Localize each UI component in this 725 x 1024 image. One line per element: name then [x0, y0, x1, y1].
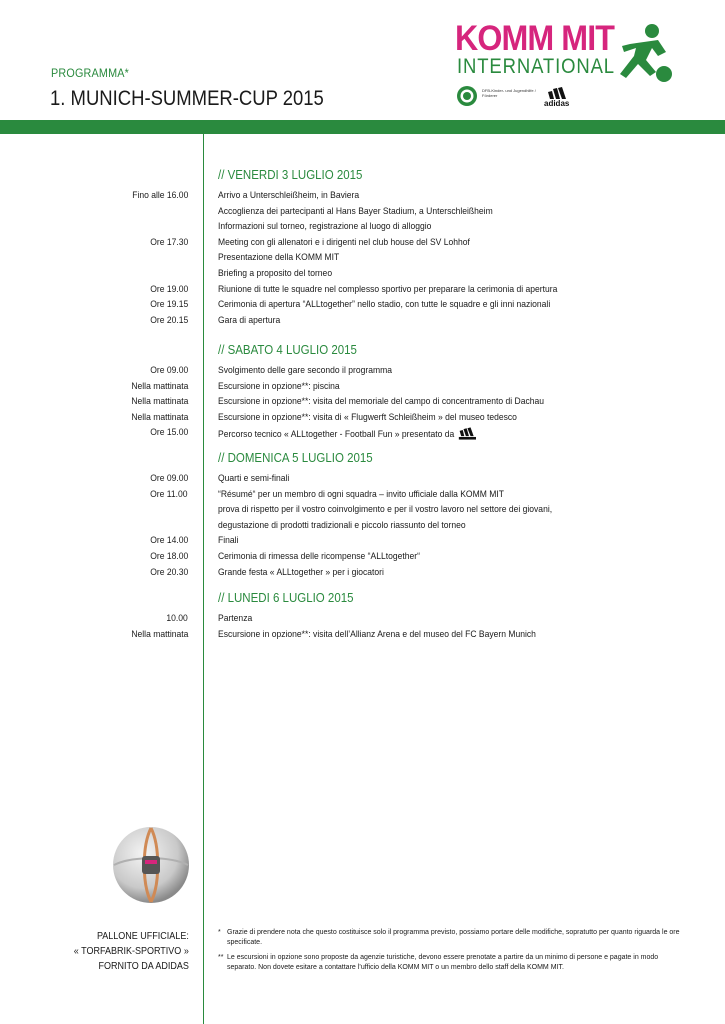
schedule-time: Ore 18.00	[149, 551, 188, 562]
schedule-time: Nella mattinata	[130, 411, 188, 423]
schedule-description	[218, 365, 392, 376]
schedule-row	[0, 365, 725, 380]
schedule-row	[0, 221, 725, 236]
schedule-description	[218, 190, 359, 201]
schedule-time: Ore 11.00	[150, 488, 188, 500]
ball-caption	[74, 929, 189, 974]
footnote-1	[218, 928, 688, 948]
schedule-description-text: Meeting con gli allenatori e i dirigenti nel club house del SV Lohhof	[218, 236, 470, 248]
schedule-time: Nella mattinata	[130, 380, 188, 392]
schedule-time: Ore 20.15	[149, 314, 188, 326]
schedule-description-text: Escursione in opzione**: visita del memoriale del campo di concentramento di Dachau	[218, 396, 545, 408]
schedule-description-text: Informazioni sul torneo, registrazione al luogo di alloggio	[218, 221, 432, 233]
schedule-description	[218, 427, 480, 440]
adidas-logo-icon	[457, 427, 480, 440]
footnote-2	[218, 953, 688, 973]
program-label: PROGRAMMA*	[51, 66, 130, 80]
schedule-description-text: prova di rispetto per il vostro coinvolgimento e per il vostro lavoro nel settore dei giovani,	[218, 504, 553, 516]
schedule-row	[0, 396, 725, 411]
soccer-player-icon	[612, 22, 674, 86]
schedule-row	[0, 489, 725, 504]
schedule-row	[0, 237, 725, 252]
international-logo-text: INTERNATIONAL	[457, 55, 615, 78]
header-band	[0, 120, 725, 134]
schedule-time: Ore 20.30	[149, 566, 188, 578]
schedule-row	[0, 567, 725, 582]
schedule-description	[218, 613, 252, 624]
schedule-row	[0, 629, 725, 644]
schedule-row	[0, 315, 725, 330]
schedule-description	[218, 206, 493, 217]
schedule-description-text: Grande festa « ALLtogether » per i giocatori	[218, 566, 384, 578]
schedule-row	[0, 520, 725, 535]
footnote-mark: *	[218, 929, 221, 936]
schedule-time: Ore 17.30	[149, 236, 188, 248]
official-ball-image	[112, 826, 190, 904]
schedule-description-text: Quarti e semi-finali	[218, 473, 290, 484]
schedule-row	[0, 299, 725, 314]
schedule-time: Ore 14.00	[149, 535, 188, 547]
adidas-logo-icon	[544, 87, 574, 99]
day-heading: // DOMENICA 5 LUGLIO 2015	[218, 451, 373, 465]
schedule-description-text: Cerimonia di apertura “ALLtogether” nello stadio, con tutte le squadre e gli inni nazionali	[218, 299, 551, 311]
schedule-description-text: Briefing a proposito del torneo	[218, 268, 333, 279]
schedule-description-text: Presentazione della KOMM MIT	[218, 252, 340, 264]
schedule-row	[0, 206, 725, 221]
day-heading: // LUNEDI 6 LUGLIO 2015	[218, 591, 354, 605]
ball-caption-line: FORNITO DA ADIDAS	[98, 961, 189, 972]
schedule-row	[0, 473, 725, 488]
schedule-description-text: Percorso tecnico « ALLtogether - Football Fun » presentato da	[218, 429, 455, 441]
schedule-time: Ore 09.00	[149, 473, 188, 484]
dfb-partner-text: DFB-Kinder- und Jugendhilfe / Förderer	[482, 88, 536, 98]
schedule-time: Ore 19.15	[149, 299, 188, 311]
schedule-time: Ore 15.00	[149, 427, 188, 439]
day-heading: // SABATO 4 LUGLIO 2015	[218, 343, 357, 357]
schedule-description	[218, 237, 470, 248]
schedule-time: 10.00	[166, 613, 188, 624]
schedule-description	[218, 551, 420, 562]
schedule-time: Nella mattinata	[130, 628, 188, 640]
schedule-description-text: Cerimonia di rimessa delle ricompense “ALLtogether“	[218, 551, 420, 562]
footnote-text: Le escursioni in opzione sono proposte da agenzie turistiche, devono essere prenotate a partire da un minimo di persone e pagate in modo separato. Non dovete esitare a contattare l’ufficio della KOMM MIT o un membro dello staff della KOMM MIT.	[227, 954, 659, 971]
schedule-description	[218, 520, 466, 531]
schedule-description-text: Escursione in opzione**: piscina	[218, 380, 340, 392]
ball-caption-line: « TORFABRIK-SPORTIVO »	[73, 946, 189, 957]
schedule-description	[218, 412, 517, 423]
schedule-description	[218, 268, 332, 279]
schedule-description-text: Riunione di tutte le squadre nel complesso sportivo per preparare la cerimonia di apertura	[218, 283, 558, 295]
schedule-description-text: degustazione di prodotti tradizionali e piccolo riassunto del torneo	[218, 519, 466, 531]
footnote-text: Grazie di prendere nota che questo costituisce solo il programma previsto, possiamo portare delle modifiche, sopratutto per quanto riguarda le ore specificate.	[227, 929, 680, 946]
dfb-emblem-icon	[456, 85, 478, 107]
schedule-row	[0, 613, 725, 628]
schedule-description-text: Arrivo a Unterschleißheim, in Baviera	[218, 190, 360, 201]
schedule-description	[218, 567, 384, 578]
schedule-description	[218, 315, 280, 326]
schedule-description-text: “Résumé“ per un membro di ogni squadra – invito ufficiale dalla KOMM MIT	[218, 488, 504, 500]
schedule-description	[218, 221, 431, 232]
ball-caption-line: PALLONE UFFICIALE:	[97, 931, 189, 942]
schedule-row	[0, 252, 725, 267]
schedule-row	[0, 535, 725, 550]
schedule-description-text: Escursione in opzione**: visita dell’Allianz Arena e del museo del FC Bayern Munich	[218, 628, 536, 640]
day-heading: // VENERDI 3 LUGLIO 2015	[218, 168, 363, 182]
schedule-time: Fino alle 16.00	[131, 190, 188, 201]
schedule-description-text: Escursione in opzione**: visita di « Flugwerft Schleißheim » del museo tedesco	[218, 411, 517, 423]
schedule-row	[0, 190, 725, 205]
schedule-description	[218, 396, 544, 407]
schedule-row	[0, 427, 725, 442]
page-header	[0, 0, 725, 120]
schedule-description-text: Svolgimento delle gare secondo il programma	[218, 365, 392, 376]
schedule-description	[218, 252, 339, 263]
schedule-description-text: Finali	[218, 535, 239, 547]
schedule-row	[0, 551, 725, 566]
schedule-description-text: Gara di apertura	[218, 314, 281, 326]
schedule-description	[218, 504, 552, 515]
schedule-row	[0, 268, 725, 283]
footnote-mark: **	[218, 954, 224, 961]
schedule-time: Ore 19.00	[149, 283, 188, 295]
komm-mit-logo-text: KOMM MIT	[455, 19, 614, 58]
schedule-description-text: Partenza	[218, 613, 253, 624]
schedule-description	[218, 473, 289, 484]
schedule-time: Ore 09.00	[149, 365, 188, 376]
schedule-description	[218, 629, 536, 640]
schedule-row	[0, 504, 725, 519]
schedule-description	[218, 535, 238, 546]
schedule-description	[218, 299, 550, 310]
page-title: 1. MUNICH-SUMMER-CUP 2015	[50, 87, 324, 110]
schedule-description-text: Accoglienza dei partecipanti al Hans Bayer Stadium, a Unterschleißheim	[218, 205, 493, 217]
schedule-description	[218, 489, 504, 500]
schedule-description	[218, 284, 557, 295]
schedule-time: Nella mattinata	[130, 396, 188, 408]
schedule-row	[0, 412, 725, 427]
schedule-row	[0, 284, 725, 299]
schedule-row	[0, 381, 725, 396]
schedule-description	[218, 381, 340, 392]
adidas-wordmark: adidas	[544, 99, 570, 108]
